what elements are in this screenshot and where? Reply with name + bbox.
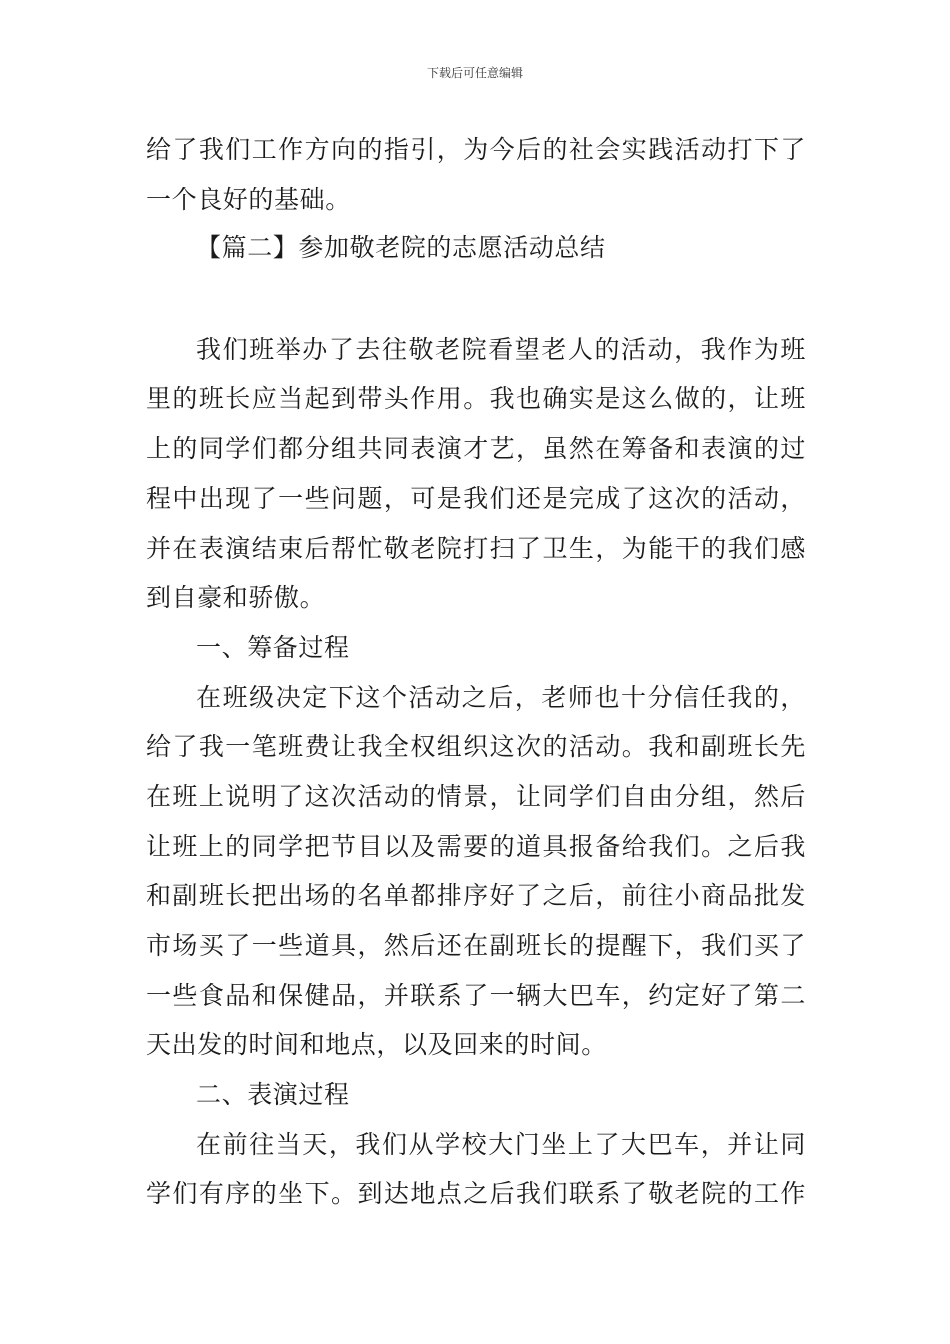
paragraph-line: 上的同学们都分组共同表演才艺，虽然在筹备和表演的过: [146, 434, 806, 463]
paragraph-line: 在班级决定下这个活动之后，老师也十分信任我的，: [196, 683, 806, 712]
paragraph-line: 让班上的同学把节目以及需要的道具报备给我们。之后我: [146, 832, 806, 861]
subsection-heading: 一、筹备过程: [196, 633, 350, 662]
page-header: 下载后可任意编辑: [426, 66, 523, 80]
paragraph-line: 给了我一笔班费让我全权组织这次的活动。我和副班长先: [146, 732, 806, 761]
paragraph-line: 里的班长应当起到带头作用。我也确实是这么做的，让班: [146, 384, 806, 413]
paragraph-line: 到自豪和骄傲。: [146, 583, 326, 612]
paragraph-line: 我们班举办了去往敬老院看望老人的活动，我作为班: [196, 335, 806, 364]
paragraph-line: 和副班长把出场的名单都排序好了之后，前往小商品批发: [146, 881, 806, 910]
paragraph-line: 一个良好的基础。: [146, 185, 351, 214]
paragraph-line: 市场买了一些道具，然后还在副班长的提醒下，我们买了: [146, 931, 806, 960]
section-heading: 【篇二】参加敬老院的志愿活动总结: [196, 233, 606, 262]
paragraph-line: 并在表演结束后帮忙敬老院打扫了卫生，为能干的我们感: [146, 534, 806, 563]
paragraph-line: 一些食品和保健品，并联系了一辆大巴车，约定好了第二: [146, 981, 806, 1010]
subsection-heading: 二、表演过程: [196, 1080, 350, 1109]
paragraph-line: 天出发的时间和地点，以及回来的时间。: [146, 1030, 607, 1059]
paragraph-line: 在前往当天，我们从学校大门坐上了大巴车，并让同: [196, 1130, 806, 1159]
paragraph-line: 给了我们工作方向的指引，为今后的社会实践活动打下了: [146, 135, 806, 164]
paragraph-line: 在班上说明了这次活动的情景，让同学们自由分组，然后: [146, 782, 806, 811]
paragraph-line: 程中出现了一些问题，可是我们还是完成了这次的活动，: [146, 484, 806, 513]
paragraph-line: 学们有序的坐下。到达地点之后我们联系了敬老院的工作: [146, 1179, 806, 1208]
